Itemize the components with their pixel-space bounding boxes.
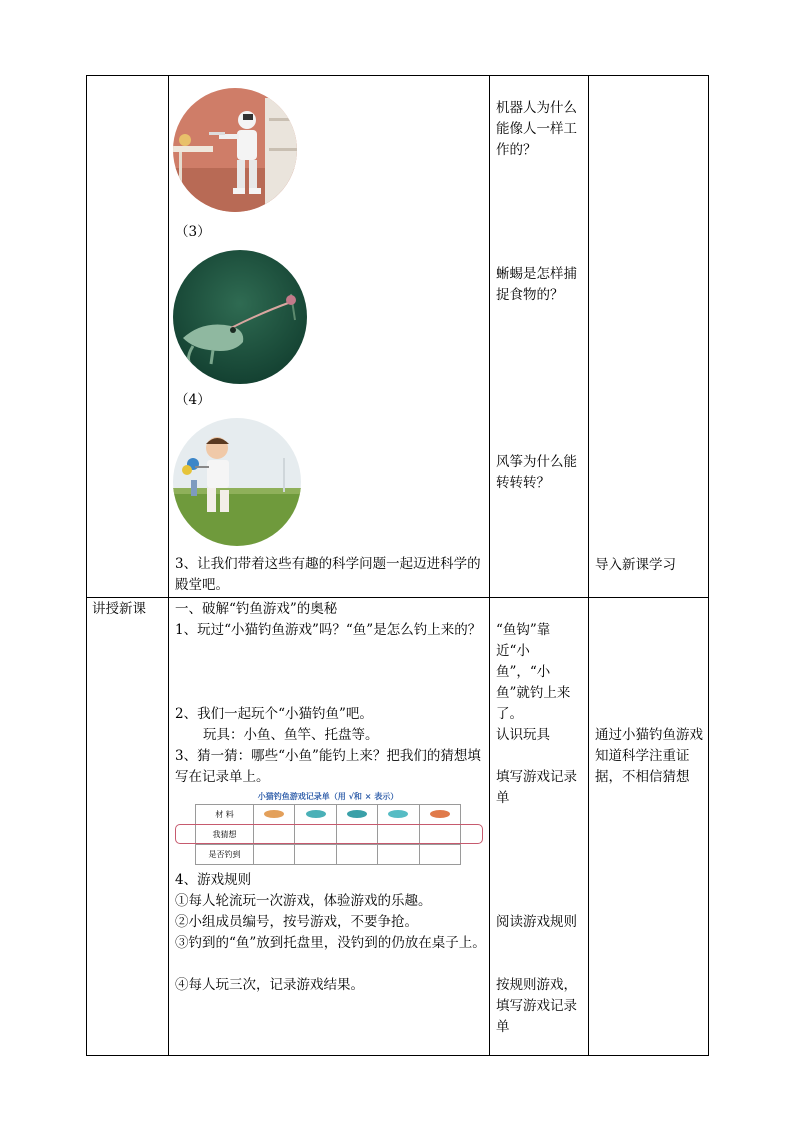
- student-answer-4: 阅读游戏规则: [496, 914, 577, 930]
- section-cell-teaching: [87, 598, 169, 1056]
- rule-2: ②小组成员编号，按号游戏，不要争抢。: [175, 914, 418, 930]
- student-answer-1: “鱼钩”靠近“小鱼”，“小鱼”就钓上来了。: [496, 622, 571, 722]
- lesson-plan-table: [86, 75, 709, 1056]
- question-three: 3、猜一猜：哪些“小鱼”能钓上来？把我们的猜想填写在记录单上。: [175, 748, 481, 785]
- pinwheel-boy-image: [173, 418, 301, 546]
- rule-1: ①每人轮流玩一次游戏，体验游戏的乐趣。: [175, 893, 432, 909]
- label-three: （3）: [175, 224, 211, 240]
- question-pinwheel: 风筝为什么能转转转？: [496, 454, 577, 491]
- record-label-material: 材 料: [196, 805, 254, 825]
- question-chameleon: 蜥蜴是怎样捕捉食物的？: [496, 266, 577, 303]
- intent-cell-teaching: [589, 598, 709, 1056]
- intent-intro: 导入新课学习: [595, 557, 676, 573]
- fish-icon: [306, 810, 326, 818]
- intent-cell-intro: [589, 76, 709, 598]
- rules-title: 4、游戏规则: [175, 872, 252, 888]
- robot-image: [173, 88, 297, 212]
- chameleon-image: [173, 250, 307, 384]
- student-cell-intro: [490, 76, 589, 598]
- record-label-result: 是否钓到: [196, 845, 254, 865]
- toys-text: 玩具：小鱼、鱼竿、托盘等。: [203, 727, 379, 743]
- record-row-material: [196, 805, 461, 825]
- activity-cell-teaching: [169, 598, 490, 1056]
- intent-teaching: 通过小猫钓鱼游戏知道科学注重证据，不相信猜想: [595, 727, 703, 785]
- fish-icon: [388, 810, 408, 818]
- closing-text: 3、让我们带着这些有趣的科学问题一起迈进科学的殿堂吧。: [175, 556, 481, 593]
- rule-3: ③钓到的“鱼”放到托盘里，没钓到的仍放在桌子上。: [175, 935, 486, 951]
- fish-icon: [347, 810, 367, 818]
- student-cell-teaching: [490, 598, 589, 1056]
- record-sheet-title: 小猫钓鱼游戏记录单（用 √和 × 表示）: [257, 792, 399, 801]
- heading: 一、破解“钓鱼游戏”的奥秘: [175, 601, 338, 617]
- student-answer-5: 按规则游戏，填写游戏记录单: [496, 977, 577, 1035]
- record-sheet: [195, 790, 461, 865]
- section-cell-empty: [87, 76, 169, 598]
- question-one: 1、玩过“小猫钓鱼游戏”吗？“鱼”是怎么钓上来的？: [175, 622, 482, 638]
- student-answer-3: 填写游戏记录单: [496, 769, 577, 806]
- record-row-result: [196, 845, 461, 865]
- section-label: 讲授新课: [92, 601, 146, 617]
- student-answer-2: 认识玩具: [496, 727, 550, 743]
- question-robot: 机器人为什么能像人一样工作的？: [496, 100, 577, 158]
- label-four: （4）: [175, 392, 211, 408]
- record-label-guess: 我猜想: [196, 825, 254, 845]
- teaching-row: [87, 598, 709, 1056]
- activity-cell-intro: [169, 76, 490, 598]
- guess-row-highlight: [175, 824, 483, 844]
- fish-icon: [264, 810, 284, 818]
- fish-icon: [430, 810, 450, 818]
- rule-4: ④每人玩三次，记录游戏结果。: [175, 977, 364, 993]
- question-two: 2、我们一起玩个“小猫钓鱼”吧。: [175, 706, 373, 722]
- intro-row: [87, 76, 709, 598]
